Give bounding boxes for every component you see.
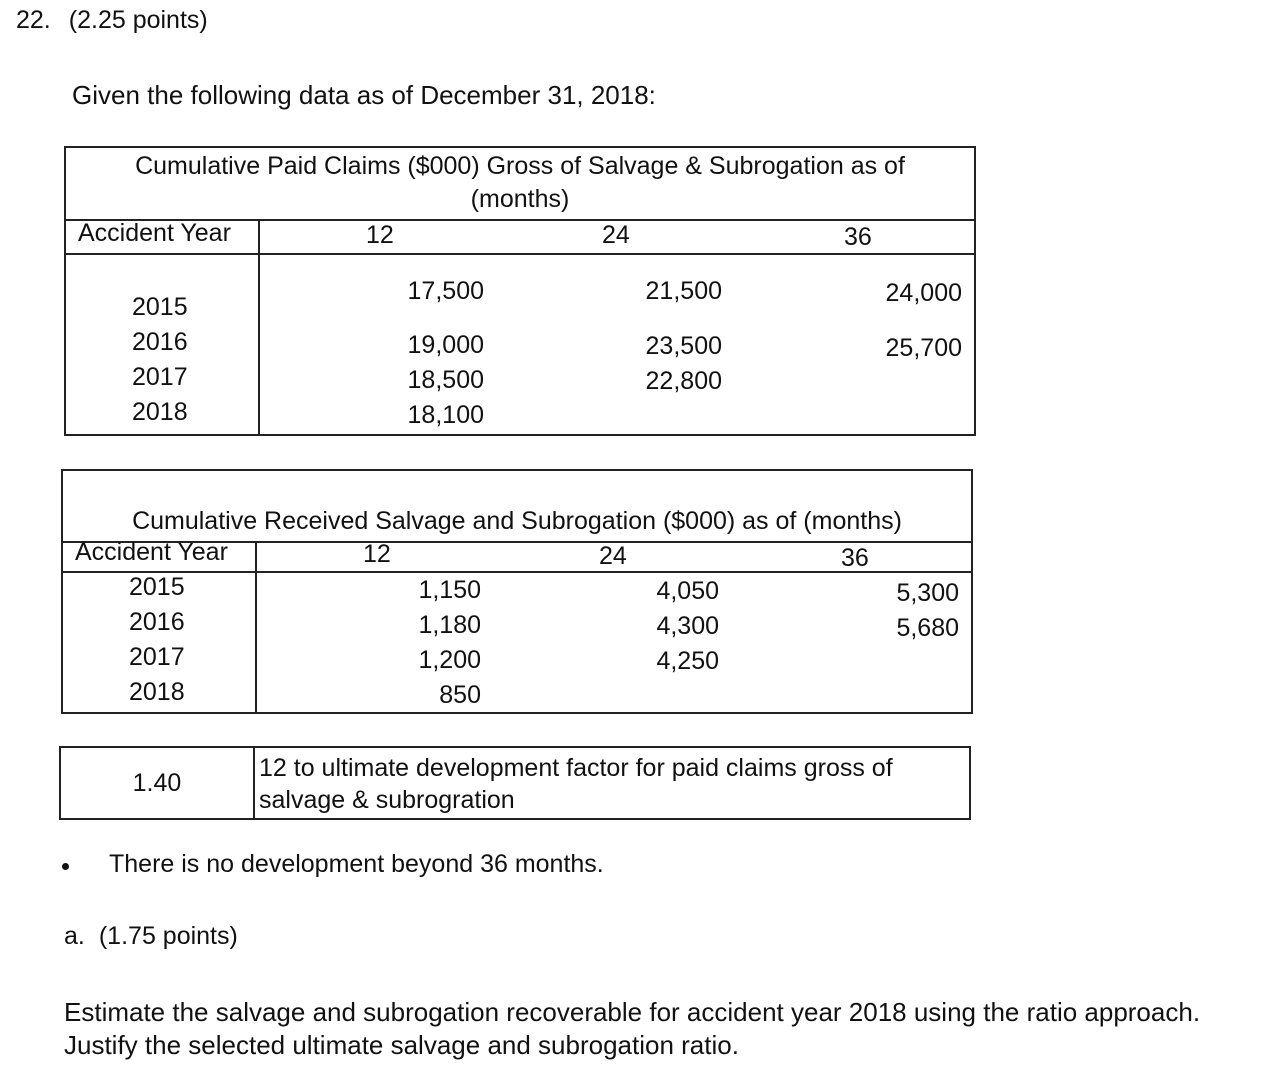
salvage-2015-36: 5,300 [896,579,959,607]
header-24: 24 [599,542,627,570]
header-12: 12 [366,221,394,249]
header-accident-year: Accident Year [75,538,228,566]
header-36: 36 [841,544,869,572]
development-factor-box [59,746,971,820]
salvage-year-2017: 2017 [129,643,185,671]
part-a-points: (1.75 points) [98,922,238,950]
table-divider [63,571,971,573]
paid-2015-24: 21,500 [645,277,722,305]
header-36: 36 [844,223,872,251]
paid-table-caption-line2: (months) [470,185,570,213]
header-accident-year: Accident Year [78,219,231,247]
header-12: 12 [363,540,391,568]
question-header [16,6,208,35]
salvage-2016-36: 5,680 [896,614,959,642]
part-a-question-line1: Estimate the salvage and subrogation recoverable for accident year 2018 using the ratio approach. [64,997,1201,1027]
paid-2016-36: 25,700 [885,334,962,362]
factor-description-line1: 12 to ultimate development factor for paid claims gross of [259,754,893,782]
salvage-subrogation-table [61,469,973,714]
paid-2016-12: 19,000 [407,331,484,359]
salvage-2017-12: 1,200 [418,646,481,674]
salvage-2015-12: 1,150 [418,576,481,604]
salvage-year-2016: 2016 [129,608,185,636]
assumption-text: There is no development beyond 36 months. [109,850,604,878]
paid-year-2016: 2016 [132,328,188,356]
paid-2017-24: 22,800 [645,367,722,395]
question-number: 22. [16,6,51,34]
salvage-2015-24: 4,050 [656,577,719,605]
table-divider [66,253,974,255]
paid-table-caption-line1: Cumulative Paid Claims ($000) Gross of Salvage & Subrogation as of [135,152,905,180]
part-a-label: a. [64,922,85,950]
paid-2018-12: 18,100 [407,401,484,429]
development-factor-value: 1.40 [132,768,182,797]
table-column-divider [255,541,257,712]
salvage-2016-24: 4,300 [656,612,719,640]
salvage-table-caption: Cumulative Received Salvage and Subrogation ($000) as of (months) [132,507,902,535]
salvage-2018-12: 850 [439,681,481,709]
paid-2015-12: 17,500 [407,277,484,305]
table-column-divider [258,219,260,434]
table-column-divider [253,748,255,818]
paid-2017-12: 18,500 [407,366,484,394]
part-a-header [64,922,238,951]
part-a-question-line2: Justify the selected ultimate salvage and subrogation ratio. [64,1030,739,1060]
development-factor-description [259,752,959,816]
bullet-dot-icon [62,863,69,870]
paid-year-2017: 2017 [132,363,188,391]
paid-2015-36: 24,000 [885,279,962,307]
paid-year-2018: 2018 [132,398,188,426]
salvage-year-2018: 2018 [129,678,185,706]
salvage-2016-12: 1,180 [418,611,481,639]
part-a-question [64,996,1274,1062]
factor-description-line2: salvage & subrogration [259,786,515,814]
question-points: (2.25 points) [68,6,208,34]
intro-text: Given the following data as of December 31, 2018: [72,80,656,110]
paid-2016-24: 23,500 [645,332,722,360]
salvage-year-2015: 2015 [129,573,185,601]
header-24: 24 [602,221,630,249]
assumption-bullet [62,850,604,879]
paid-claims-table [64,146,976,436]
salvage-2017-24: 4,250 [656,647,719,675]
paid-year-2015: 2015 [132,293,188,321]
